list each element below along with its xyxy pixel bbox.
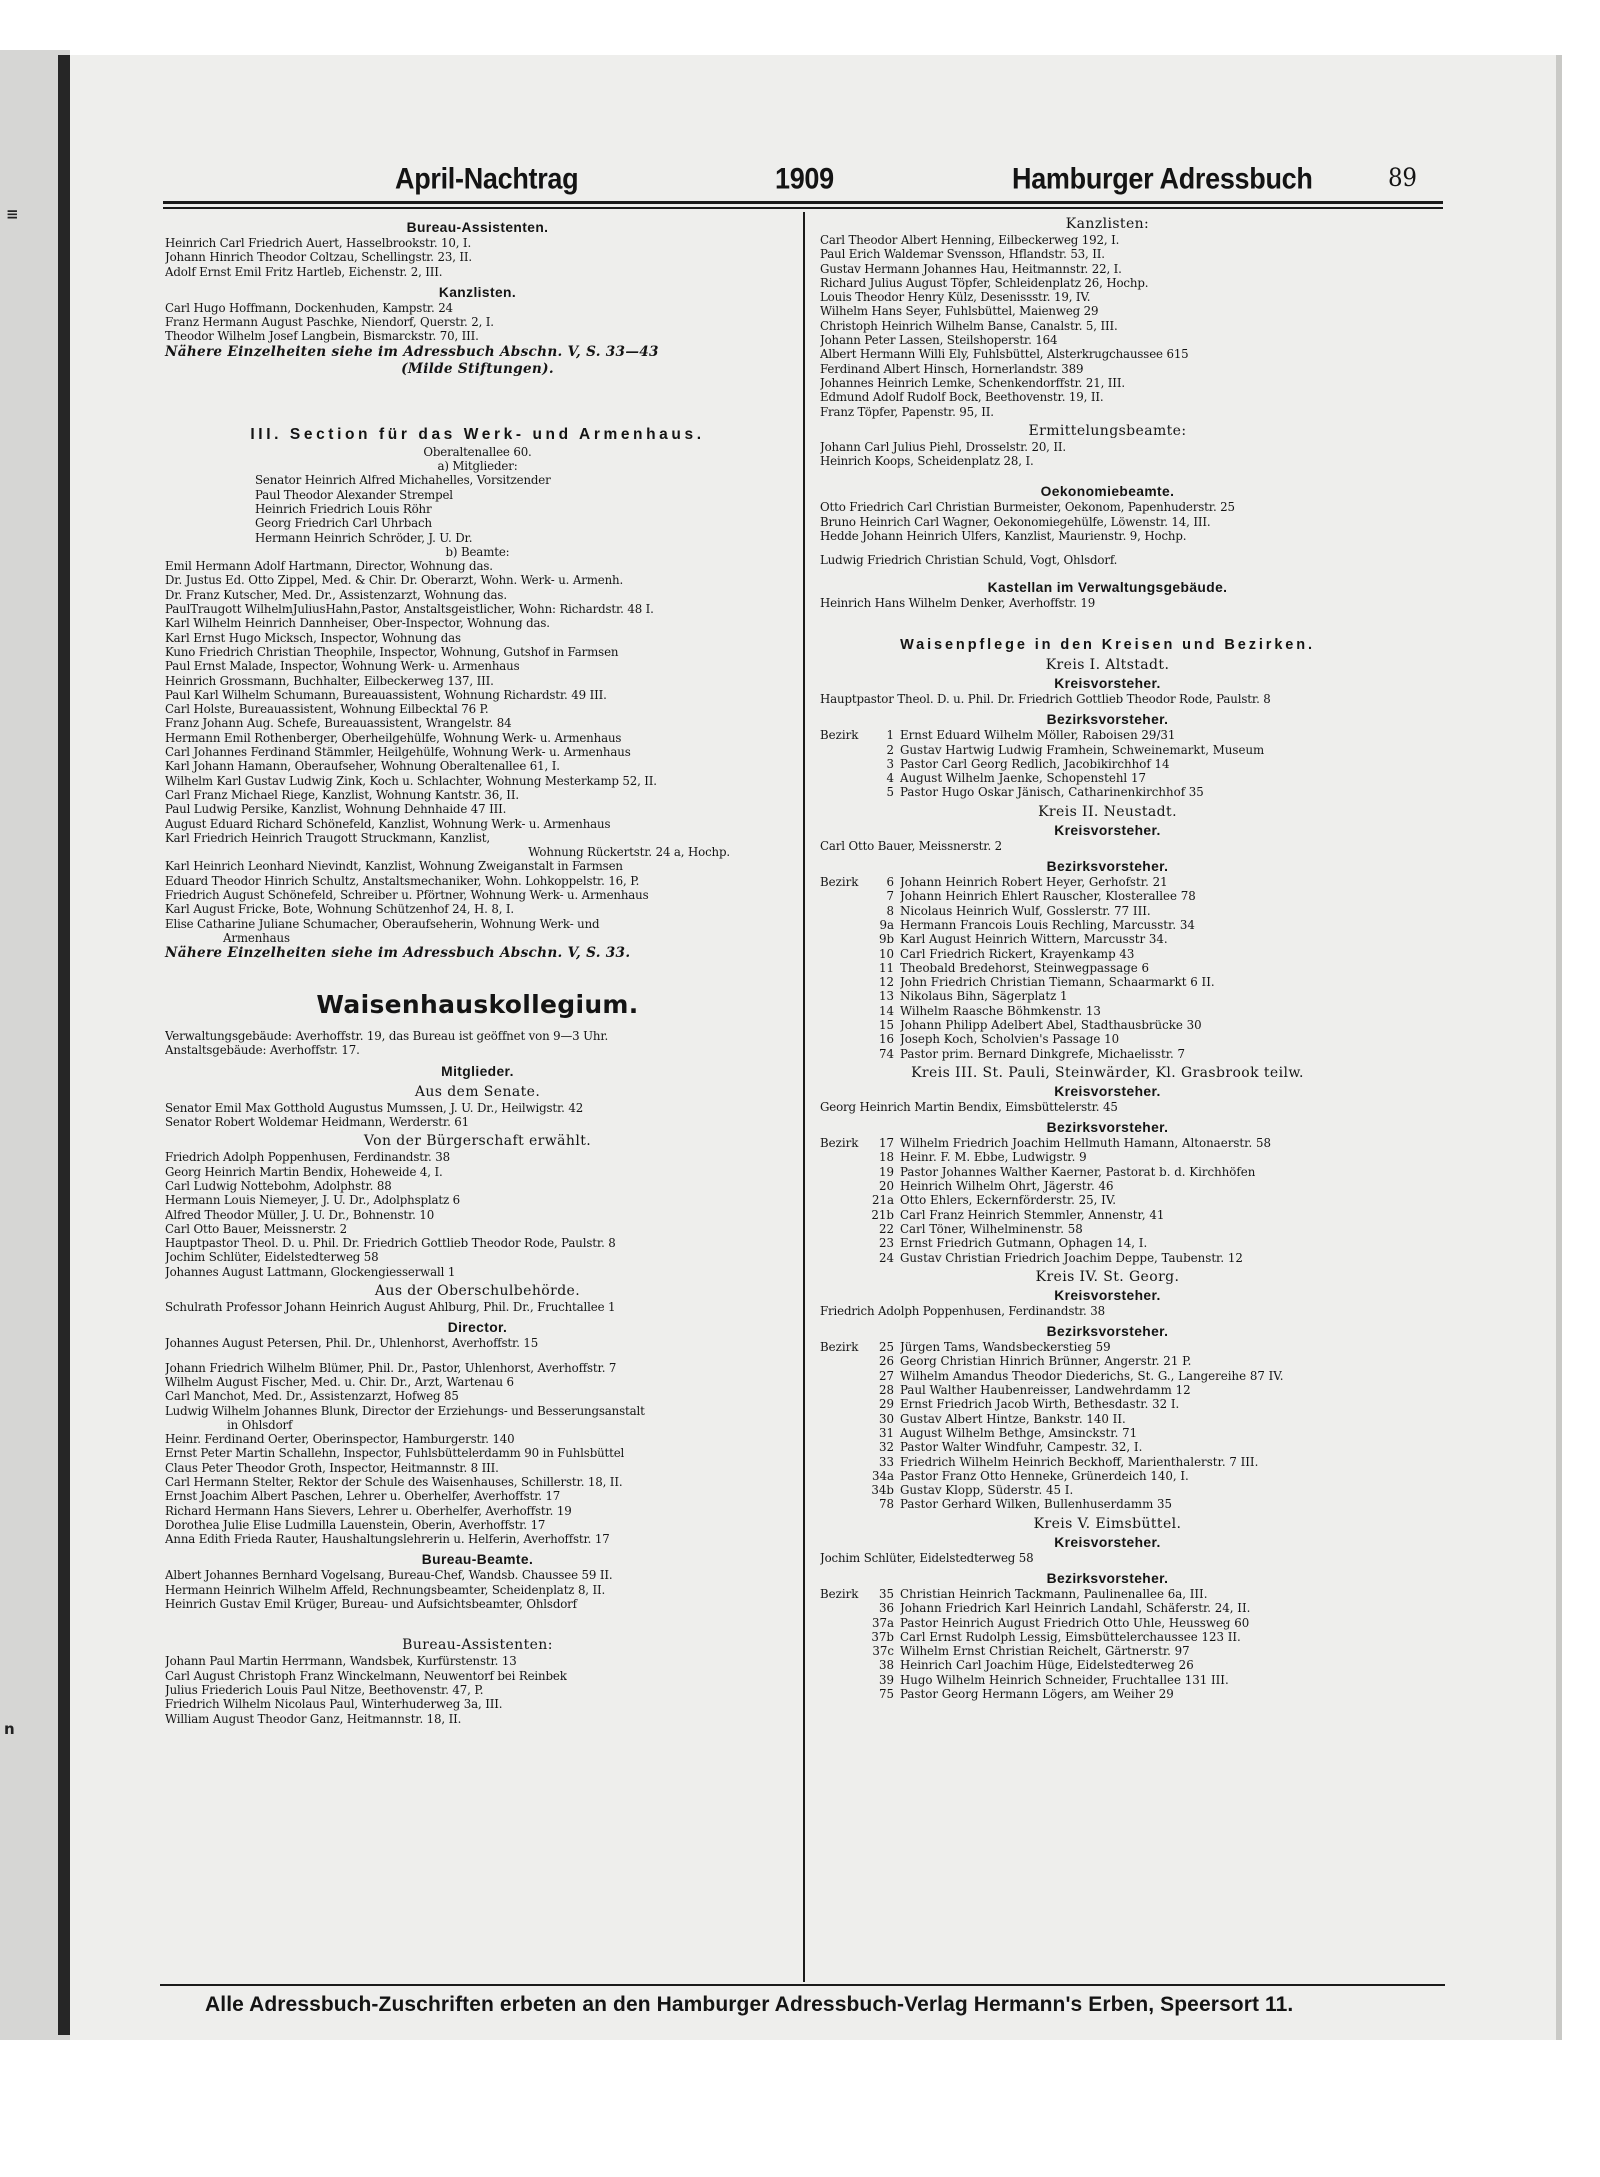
- bezirk-number: 13: [878, 989, 894, 1004]
- bezirk-name: Wilhelm Ernst Christian Reichelt, Gärtnerstr. 97: [900, 1644, 1190, 1659]
- list-item: Jochim Schlüter, Eidelstedterweg 58: [165, 1250, 379, 1265]
- bezirk-row: [820, 1208, 1395, 1222]
- list-item: Johann Paul Martin Herrmann, Wandsbek, Kurfürstenstr. 13: [165, 1654, 517, 1669]
- bezirk-number: 6: [886, 875, 894, 890]
- bezirk-number: 24: [878, 1250, 894, 1265]
- buergerschaft-heading: Von der Bürgerschaft erwählt.: [363, 1133, 592, 1150]
- kreisvorsteher-heading: Kreisvorsteher.: [1054, 822, 1161, 838]
- bezirk-row: [820, 757, 1395, 771]
- list-item: Carl Holste, Bureauassistent, Wohnung Eilbecktal 76 P.: [165, 702, 489, 717]
- bezirk-row: [820, 1440, 1395, 1454]
- bezirk-name: Ernst Friedrich Jacob Wirth, Bethesdastr. 32 I.: [900, 1397, 1180, 1412]
- list-item: Hermann Heinrich Wilhelm Affeld, Rechnungsbeamter, Scheidenplatz 8, II.: [165, 1582, 606, 1597]
- bezirk-row: [820, 1616, 1395, 1630]
- bezirk-name: Pastor Franz Otto Henneke, Grünerdeich 140, I.: [900, 1468, 1189, 1483]
- bezirk-number: 34a: [871, 1468, 894, 1483]
- bezirk-name: Carl Friedrich Rickert, Krayenkamp 43: [900, 946, 1135, 961]
- bezirk-row: [820, 1673, 1395, 1687]
- list-item: Carl Johannes Ferdinand Stämmler, Heilgehülfe, Wohnung Werk- u. Armenhaus: [165, 745, 631, 760]
- bezirk-row: [820, 1658, 1395, 1672]
- bezirk-name: Nicolaus Heinrich Wulf, Gosslerstr. 77 III.: [900, 903, 1151, 918]
- bezirk-number: 37b: [871, 1629, 894, 1644]
- bezirk-name: Heinr. F. M. Ebbe, Ludwigstr. 9: [900, 1150, 1087, 1165]
- bezirk-name: August Wilhelm Jaenke, Schopenstehl 17: [900, 771, 1146, 786]
- kreis-title: Kreis V. Eimsbüttel.: [1033, 1515, 1182, 1532]
- kreisvorsteher-heading: Kreisvorsteher.: [1054, 1083, 1161, 1099]
- list-item: Dr. Justus Ed. Otto Zippel, Med. & Chir. Dr. Oberarzt, Wohn. Werk- u. Armenh.: [165, 573, 624, 588]
- bezirk-row: [820, 1644, 1395, 1658]
- kanzlisten-heading: Kanzlisten:: [1065, 216, 1150, 232]
- bezirk-row: [820, 1251, 1395, 1265]
- bezirk-row: [820, 1412, 1395, 1426]
- list-item: Johannes Heinrich Lemke, Schenkendorffstr. 21, III.: [820, 375, 1125, 390]
- bezirksvorsteher-heading: Bezirksvorsteher.: [1046, 1324, 1169, 1340]
- mitglieder-heading: Mitglieder.: [441, 1063, 514, 1079]
- list-item: Edmund Adolf Rudolf Bock, Beethovenstr. 19, II.: [820, 390, 1104, 405]
- bezirk-number: 18: [878, 1150, 894, 1165]
- bezirk-number: 2: [886, 742, 894, 757]
- list-item: Gustav Hermann Johannes Hau, Heitmannstr. 22, I.: [820, 261, 1122, 276]
- list-item: Louis Theodor Henry Külz, Desenissstr. 19, IV.: [820, 290, 1091, 305]
- list-item: Senator Robert Woldemar Heidmann, Werderstr. 61: [165, 1115, 469, 1130]
- list-item: Carl Manchot, Med. Dr., Assistenzarzt, Hofweg 85: [165, 1389, 459, 1404]
- kreisvorsteher-heading: Kreisvorsteher.: [1054, 675, 1161, 691]
- bezirk-row: [820, 1004, 1395, 1018]
- bezirk-row: [820, 889, 1395, 903]
- waisenhaus-heading: Waisenhauskollegium.: [316, 990, 639, 1020]
- bezirk-number: 14: [878, 1003, 894, 1018]
- book-spine: [58, 55, 70, 2035]
- bezirk-row: [820, 1032, 1395, 1046]
- bezirk-row: [820, 1150, 1395, 1164]
- bezirk-row: [820, 1483, 1395, 1497]
- bezirk-name: Pastor Gerhard Wilken, Bullenhuserdamm 35: [900, 1497, 1173, 1512]
- list-item: Karl August Fricke, Bote, Wohnung Schützenhof 24, H. 8, I.: [165, 902, 515, 917]
- list-item: Ludwig Friedrich Christian Schuld, Vogt, Ohlsdorf.: [820, 553, 1118, 568]
- list-item: William August Theodor Ganz, Heitmannstr. 18, II.: [165, 1711, 462, 1726]
- list-item: Carl Otto Bauer, Meissnerstr. 2: [165, 1221, 348, 1236]
- list-item: Karl Heinrich Leonhard Nievindt, Kanzlist, Wohnung Zweiganstalt in Farmsen: [165, 859, 623, 874]
- list-item-cont: Armenhaus: [223, 930, 290, 945]
- list-item: Richard Hermann Hans Sievers, Lehrer u. Oberhelfer, Averhoffstr. 19: [165, 1503, 572, 1518]
- bezirk-name: Joseph Koch, Scholvien's Passage 10: [900, 1032, 1120, 1047]
- list-item: Franz Johann Aug. Schefe, Bureauassistent, Wrangelstr. 84: [165, 716, 512, 731]
- list-item: Paul Karl Wilhelm Schumann, Bureauassistent, Wohnung Richardstr. 49 III.: [165, 687, 607, 702]
- list-item: Senator Emil Max Gotthold Augustus Mumssen, J. U. Dr., Heilwigstr. 42: [165, 1100, 584, 1115]
- bezirk-name: Pastor Carl Georg Redlich, Jacobikirchhof 14: [900, 756, 1170, 771]
- list-item: Johann Peter Lassen, Steilshoperstr. 164: [820, 333, 1058, 348]
- list-item: Heinrich Friedrich Louis Röhr: [255, 501, 432, 516]
- bezirk-number: 32: [878, 1440, 894, 1455]
- bezirk-number: 39: [878, 1672, 894, 1687]
- list-item: Georg Friedrich Carl Uhrbach: [255, 516, 432, 531]
- bezirk-name: Paul Walther Haubenreisser, Landwehrdamm 12: [900, 1383, 1191, 1398]
- bezirk-row: [820, 1397, 1395, 1411]
- margin-mark-bottom: n: [4, 1720, 15, 1738]
- bezirk-number: 38: [878, 1658, 894, 1673]
- bezirk-name: John Friedrich Christian Tiemann, Schaarmarkt 6 II.: [900, 975, 1215, 990]
- bezirk-row: [820, 1354, 1395, 1368]
- kreisvorsteher-heading: Kreisvorsteher.: [1054, 1534, 1161, 1550]
- margin-mark-top: ≡: [6, 205, 19, 223]
- bezirk-name: Wilhelm Amandus Theodor Diederichs, St. G., Langereihe 87 IV.: [900, 1368, 1284, 1383]
- list-item: Carl Hugo Hoffmann, Dockenhuden, Kampstr. 24: [165, 300, 453, 315]
- bezirk-name: Wilhelm Friedrich Joachim Hellmuth Hamann, Altonaerstr. 58: [900, 1136, 1271, 1151]
- kreis-title: Kreis I. Altstadt.: [1045, 656, 1170, 673]
- bezirk-number: 78: [878, 1497, 894, 1512]
- list-item: Hermann Emil Rothenberger, Oberheilgehülfe, Wohnung Werk- u. Armenhaus: [165, 730, 622, 745]
- list-item: Franz Hermann August Paschke, Niendorf, Querstr. 2, I.: [165, 315, 494, 330]
- bezirk-name: Pastor Walter Windfuhr, Campestr. 32, I.: [900, 1440, 1143, 1455]
- bezirk-row: [820, 875, 1395, 889]
- bezirk-name: Heinrich Carl Joachim Hüge, Eidelstedterweg 26: [900, 1658, 1194, 1673]
- bezirk-row: [820, 1587, 1395, 1601]
- list-item: Adolf Ernst Emil Fritz Hartleb, Eichenstr. 2, III.: [165, 264, 443, 279]
- bezirk-row: [820, 1497, 1395, 1511]
- list-item: Friedrich August Schönefeld, Schreiber u. Pförtner, Wohnung Werk- u. Armenhaus: [165, 887, 649, 902]
- bezirk-number: 35: [878, 1587, 894, 1601]
- right-column: [820, 214, 1395, 1701]
- list-item: Wilhelm Karl Gustav Ludwig Zink, Koch u. Schlachter, Wohnung Mesterkamp 52, II.: [165, 773, 657, 788]
- list-item: Friedrich Adolph Poppenhusen, Ferdinandstr. 38: [165, 1150, 450, 1165]
- list-item: Ferdinand Albert Hinsch, Hornerlandstr. 389: [820, 361, 1084, 376]
- bezirk-name: Pastor Hugo Oskar Jänisch, Catharinenkirchhof 35: [900, 785, 1204, 800]
- director-heading: Director.: [447, 1320, 508, 1336]
- kreisvorsteher: Jochim Schlüter, Eidelstedterweg 58: [820, 1550, 1034, 1565]
- kreisvorsteher: Georg Heinrich Martin Bendix, Eimsbüttelerstr. 45: [820, 1099, 1118, 1114]
- list-item: Carl Theodor Albert Henning, Eilbeckerweg 192, I.: [820, 233, 1120, 247]
- bezirk-row: [820, 728, 1395, 742]
- beamte-subheading: b) Beamte:: [445, 544, 510, 559]
- list-item: Johann Carl Julius Piehl, Drosselstr. 20, II.: [820, 439, 1066, 454]
- kreisvorsteher: Friedrich Adolph Poppenhusen, Ferdinandstr. 38: [820, 1303, 1105, 1318]
- list-item: Heinr. Ferdinand Oerter, Oberinspector, Hamburgerstr. 140: [165, 1432, 515, 1447]
- list-item: Johann Friedrich Wilhelm Blümer, Phil. Dr., Pastor, Uhlenhorst, Averhoffstr. 7: [165, 1360, 617, 1375]
- page-number: 89: [1388, 164, 1417, 193]
- list-item: Hauptpastor Theol. D. u. Phil. Dr. Friedrich Gottlieb Theodor Rode, Paulstr. 8: [165, 1236, 616, 1251]
- bezirk-name: Hugo Wilhelm Heinrich Schneider, Fruchtallee 131 III.: [900, 1672, 1229, 1687]
- bezirk-number: 33: [878, 1454, 894, 1469]
- bezirk-row: [820, 989, 1395, 1003]
- bezirk-name: Gustav Hartwig Ludwig Framhein, Schweinemarkt, Museum: [900, 742, 1265, 757]
- waisenpflege-heading: Waisenpflege in den Kreisen und Bezirken.: [900, 636, 1315, 653]
- list-item: Heinrich Koops, Scheidenplatz 28, I.: [820, 454, 1034, 469]
- bezirk-row: [820, 785, 1395, 799]
- bezirk-name: Gustav Christian Friedrich Joachim Deppe, Taubenstr. 12: [900, 1250, 1243, 1265]
- list-item: Schulrath Professor Johann Heinrich August Ahlburg, Phil. Dr., Fruchtallee 1: [165, 1300, 616, 1315]
- bezirk-row: [820, 1179, 1395, 1193]
- kreis-title: Kreis III. St. Pauli, Steinwärder, Kl. Grasbrook teilw.: [911, 1064, 1304, 1081]
- header-year: 1909: [775, 162, 834, 195]
- header-rule-bottom: [163, 207, 1443, 209]
- note-reference-cont: (Milde Stiftungen).: [401, 360, 554, 377]
- list-item: Senator Heinrich Alfred Michahelles, Vorsitzender: [255, 473, 551, 488]
- senate-heading: Aus dem Senate.: [414, 1083, 541, 1100]
- bezirk-name: Christian Heinrich Tackmann, Paulinenallee 6a, III.: [900, 1587, 1208, 1601]
- list-item: Emil Hermann Adolf Hartmann, Director, Wohnung das.: [165, 559, 493, 574]
- bezirk-number: 16: [878, 1032, 894, 1047]
- list-item: Hedde Johann Heinrich Ulfers, Kanzlist, Maurienstr. 9, Hochp.: [820, 529, 1187, 544]
- bezirk-name: Wilhelm Raasche Böhmkenstr. 13: [900, 1003, 1101, 1018]
- bezirk-number: 8: [886, 903, 894, 918]
- bezirk-number: 12: [878, 975, 894, 990]
- bezirk-label: Bezirk: [820, 1136, 859, 1151]
- list-item: Claus Peter Theodor Groth, Inspector, Heitmannstr. 8 III.: [165, 1460, 499, 1475]
- bezirksvorsteher-heading: Bezirksvorsteher.: [1046, 1571, 1169, 1586]
- bezirk-number: 7: [886, 889, 894, 904]
- list-item: Hermann Louis Niemeyer, J. U. Dr., Adolphsplatz 6: [165, 1193, 461, 1208]
- header-rule-top: [163, 201, 1443, 204]
- bezirk-number: 19: [878, 1164, 894, 1179]
- bezirk-number: 17: [878, 1136, 894, 1151]
- bezirk-name: Karl August Heinrich Wittern, Marcusstr 34.: [900, 932, 1168, 947]
- section3-heading: III. Section für das Werk- und Armenhaus.: [250, 425, 705, 443]
- bezirk-number: 75: [878, 1687, 894, 1702]
- list-item: Hermann Heinrich Schröder, J. U. Dr.: [255, 530, 473, 545]
- bezirksvorsteher-heading: Bezirksvorsteher.: [1046, 712, 1169, 728]
- list-item-cont: in Ohlsdorf: [227, 1417, 293, 1432]
- mitglieder-subheading: a) Mitglieder:: [437, 459, 518, 474]
- list-item-cont: Wohnung Rückertstr. 24 a, Hochp.: [528, 845, 730, 860]
- bezirk-number: 37c: [872, 1644, 894, 1659]
- bezirk-name: Ernst Eduard Wilhelm Möller, Raboisen 29/31: [900, 728, 1176, 743]
- bezirk-name: Pastor Johannes Walther Kaerner, Pastorat b. d. Kirchhöfen: [900, 1164, 1256, 1179]
- list-item: Paul Ludwig Persike, Kanzlist, Wohnung Dehnhaide 47 III.: [165, 802, 507, 817]
- bezirk-row: [820, 771, 1395, 785]
- bezirk-number: 30: [878, 1411, 894, 1426]
- bezirk-name: Johann Philipp Adelbert Abel, Stadthausbrücke 30: [900, 1017, 1202, 1032]
- list-item: Albert Hermann Willi Ely, Fuhlsbüttel, Alsterkrugchaussee 615: [820, 347, 1189, 362]
- bezirk-label: Bezirk: [820, 1587, 859, 1601]
- note-reference: Nähere Einzelheiten siehe im Adressbuch Abschn. V, S. 33.: [165, 945, 631, 962]
- list-item: Karl Wilhelm Heinrich Dannheiser, Ober-Inspector, Wohnung das.: [165, 616, 550, 631]
- bezirk-name: Gustav Klopp, Süderstr. 45 I.: [900, 1483, 1074, 1498]
- kreis-title: Kreis II. Neustadt.: [1038, 803, 1177, 820]
- list-item: Dorothea Julie Elise Ludmilla Lauenstein, Oberin, Averhoffstr. 17: [165, 1517, 546, 1532]
- oekonomie-heading: Oekonomiebeamte.: [1040, 484, 1175, 500]
- list-item: Karl Ernst Hugo Micksch, Inspector, Wohnung das: [165, 630, 461, 645]
- bureau-assistenten-heading: Bureau-Assistenten.: [406, 220, 549, 235]
- bezirk-number: 28: [878, 1383, 894, 1398]
- bezirk-number: 22: [878, 1221, 894, 1236]
- bezirk-number: 9b: [878, 932, 894, 947]
- list-item: Richard Julius August Töpfer, Schleidenplatz 26, Hochp.: [820, 275, 1149, 290]
- bezirk-number: 21a: [871, 1193, 894, 1208]
- bezirk-name: Pastor Heinrich August Friedrich Otto Uhle, Heussweg 60: [900, 1615, 1250, 1630]
- bezirk-row: [820, 1047, 1395, 1061]
- list-item: August Eduard Richard Schönefeld, Kanzlist, Wohnung Werk- u. Armenhaus: [165, 816, 611, 831]
- bezirk-row: [820, 1455, 1395, 1469]
- list-item: Franz Töpfer, Papenstr. 95, II.: [820, 404, 994, 419]
- bezirk-row: [820, 1165, 1395, 1179]
- bezirk-name: Gustav Albert Hintze, Bankstr. 140 II.: [900, 1411, 1126, 1426]
- list-item: Otto Friedrich Carl Christian Burmeister, Oekonom, Papenhuderstr. 25: [820, 500, 1235, 515]
- list-item: Wilhelm Hans Seyer, Fuhlsbüttel, Maienweg 29: [820, 304, 1099, 319]
- list-item: Julius Friederich Louis Paul Nitze, Beethovenstr. 47, P.: [165, 1682, 484, 1697]
- kreisvorsteher: Hauptpastor Theol. D. u. Phil. Dr. Friedrich Gottlieb Theodor Rode, Paulstr. 8: [820, 691, 1271, 706]
- list-item: Heinrich Carl Friedrich Auert, Hasselbrookstr. 10, I.: [165, 236, 472, 250]
- list-item: Albert Johannes Bernhard Vogelsang, Bureau-Chef, Wandsb. Chaussee 59 II.: [165, 1568, 613, 1583]
- bezirk-row: [820, 932, 1395, 946]
- bezirk-number: 5: [886, 785, 894, 800]
- kreisvorsteher-heading: Kreisvorsteher.: [1054, 1287, 1161, 1303]
- list-item: Johann Hinrich Theodor Coltzau, Schellingstr. 23, II.: [165, 250, 473, 265]
- oberschul-heading: Aus der Oberschulbehörde.: [374, 1283, 581, 1300]
- list-item: Christoph Heinrich Wilhelm Banse, Canalstr. 5, III.: [820, 318, 1118, 333]
- bezirk-number: 29: [878, 1397, 894, 1412]
- bezirk-row: [820, 1426, 1395, 1440]
- bezirk-name: Johann Heinrich Ehlert Rauscher, Klosterallee 78: [900, 889, 1196, 904]
- bezirk-name: August Wilhelm Bethge, Amsinckstr. 71: [900, 1425, 1138, 1440]
- bezirk-name: Georg Christian Hinrich Brünner, Angerstr. 21 P.: [900, 1354, 1192, 1369]
- bezirk-number: 31: [878, 1425, 894, 1440]
- bureau-assistenten2-heading: Bureau-Assistenten:: [402, 1637, 553, 1654]
- list-item: Friedrich Wilhelm Nicolaus Paul, Winterhuderweg 3a, III.: [165, 1697, 503, 1712]
- bezirk-row: [820, 1469, 1395, 1483]
- bureau-beamte-heading: Bureau-Beamte.: [421, 1552, 534, 1568]
- bezirk-name: Friedrich Wilhelm Heinrich Beckhoff, Marienthalerstr. 7 III.: [900, 1454, 1259, 1469]
- bezirk-number: 25: [878, 1340, 894, 1355]
- list-item: Theodor Wilhelm Josef Langbein, Bismarckstr. 70, III.: [165, 329, 479, 344]
- left-column: [165, 214, 790, 1726]
- bezirk-row: [820, 947, 1395, 961]
- footer-rule: [160, 1984, 1445, 1986]
- list-item: Paul Erich Waldemar Svensson, Hflandstr. 53, II.: [820, 247, 1105, 262]
- bezirk-name: Pastor prim. Bernard Dinkgrefe, Michaelisstr. 7: [900, 1046, 1186, 1061]
- list-item: Karl Friedrich Heinrich Traugott Struckmann, Kanzlist,: [165, 830, 490, 845]
- info-line: Verwaltungsgebäude: Averhoffstr. 19, das Bureau ist geöffnet von 9—3 Uhr.: [165, 1029, 609, 1044]
- list-item: Paul Theodor Alexander Strempel: [255, 487, 453, 502]
- bezirk-row: [820, 1222, 1395, 1236]
- bezirk-number: 10: [878, 946, 894, 961]
- list-item: Alfred Theodor Müller, J. U. Dr., Bohnenstr. 10: [165, 1207, 435, 1222]
- bezirk-number: 36: [878, 1601, 894, 1616]
- info-line: Anstaltsgebäude: Averhoffstr. 17.: [165, 1043, 360, 1058]
- list-item: Georg Heinrich Martin Bendix, Hoheweide 4, I.: [165, 1164, 443, 1179]
- bezirk-name: Nikolaus Bihn, Sägerplatz 1: [900, 989, 1068, 1004]
- bezirk-name: Ernst Friedrich Gutmann, Ophagen 14, I.: [900, 1236, 1148, 1251]
- bezirk-number: 27: [878, 1368, 894, 1383]
- list-item: Johannes August Petersen, Phil. Dr., Uhlenhorst, Averhoffstr. 15: [165, 1336, 539, 1351]
- bezirk-row: [820, 1383, 1395, 1397]
- list-item: Heinrich Grossmann, Buchhalter, Eilbeckerweg 137, III.: [165, 673, 494, 688]
- list-item: Carl Franz Michael Riege, Kanzlist, Wohnung Kantstr. 36, II.: [165, 787, 519, 802]
- list-item: Eduard Theodor Hinrich Schultz, Anstaltsmechaniker, Wohn. Lohkoppelstr. 16, P.: [165, 873, 640, 888]
- bezirk-number: 37a: [871, 1615, 894, 1630]
- bezirk-name: Carl Ernst Rudolph Lessig, Eimsbüttelerchaussee 123 II.: [900, 1629, 1241, 1644]
- bezirk-number: 4: [886, 771, 894, 786]
- header-title: Hamburger Adressbuch: [1012, 162, 1313, 195]
- header-left: April-Nachtrag: [395, 162, 579, 195]
- kastellan-heading: Kastellan im Verwaltungsgebäude.: [987, 579, 1228, 595]
- bezirk-name: Johann Heinrich Robert Heyer, Gerhofstr. 21: [900, 875, 1168, 890]
- bezirk-name: Pastor Georg Hermann Lögers, am Weiher 29: [900, 1687, 1174, 1702]
- section3-address: Oberaltenallee 60.: [423, 444, 532, 459]
- column-divider: [803, 212, 805, 1982]
- bezirk-name: Johann Friedrich Karl Heinrich Landahl, Schäferstr. 24, II.: [900, 1601, 1251, 1616]
- list-item: Carl August Christoph Franz Winckelmann, Neuwentorf bei Reinbek: [165, 1668, 567, 1683]
- bezirk-name: Carl Franz Heinrich Stemmler, Annenstr, 41: [900, 1207, 1165, 1222]
- bezirk-row: [820, 1369, 1395, 1383]
- kanzlisten-heading: Kanzlisten.: [438, 284, 517, 300]
- note-reference: Nähere Einzelheiten siehe im Adressbuch Abschn. V, S. 33—43: [165, 343, 659, 360]
- list-item: Anna Edith Frieda Rauter, Haushaltungslehrerin u. Helferin, Averhoffstr. 17: [165, 1532, 610, 1547]
- bezirk-name: Carl Töner, Wilhelminenstr. 58: [900, 1221, 1083, 1236]
- list-item: Elise Catharine Juliane Schumacher, Oberaufseherin, Wohnung Werk- und: [165, 916, 600, 931]
- bezirk-row: [820, 904, 1395, 918]
- list-item: Dr. Franz Kutscher, Med. Dr., Assistenzarzt, Wohnung das.: [165, 587, 507, 602]
- bezirksvorsteher-heading: Bezirksvorsteher.: [1046, 859, 1169, 875]
- bezirk-number: 15: [878, 1017, 894, 1032]
- kreisvorsteher: Carl Otto Bauer, Meissnerstr. 2: [820, 838, 1003, 853]
- bezirk-label: Bezirk: [820, 1340, 859, 1355]
- list-item: Paul Ernst Malade, Inspector, Wohnung Werk- u. Armenhaus: [165, 659, 520, 674]
- list-item: Ernst Joachim Albert Paschen, Lehrer u. Oberhelfer, Averhoffstr. 17: [165, 1489, 561, 1504]
- bezirk-row: [820, 1136, 1395, 1150]
- bezirk-number: 3: [886, 756, 894, 771]
- bezirk-number: 11: [878, 960, 894, 975]
- bezirk-number: 1: [886, 728, 894, 743]
- list-item: Bruno Heinrich Carl Wagner, Oekonomiegehülfe, Löwenstr. 14, III.: [820, 514, 1211, 529]
- bezirk-number: 34b: [871, 1483, 894, 1498]
- bezirk-name: Theobald Bredehorst, Steinwegpassage 6: [900, 960, 1149, 975]
- bezirk-row: [820, 1236, 1395, 1250]
- footer-notice: Alle Adressbuch-Zuschriften erbeten an den Hamburger Adressbuch-Verlag Hermann's Erben, Speersort 11.: [205, 1993, 1294, 2016]
- bezirk-name: Heinrich Wilhelm Ohrt, Jägerstr. 46: [900, 1179, 1114, 1194]
- bezirk-label: Bezirk: [820, 728, 859, 743]
- bezirk-number: 26: [878, 1354, 894, 1369]
- bezirk-row: [820, 918, 1395, 932]
- bezirk-row: [820, 1601, 1395, 1615]
- bezirk-number: 20: [878, 1179, 894, 1194]
- list-item: PaulTraugott WilhelmJuliusHahn,Pastor, Anstaltsgeistlicher, Wohn: Richardstr. 48 I.: [165, 602, 654, 617]
- bezirk-row: [820, 1193, 1395, 1207]
- bezirk-row: [820, 961, 1395, 975]
- bezirk-row: [820, 975, 1395, 989]
- bezirk-name: Hermann Francois Louis Rechling, Marcusstr. 34: [900, 917, 1195, 932]
- list-item: Wilhelm August Fischer, Med. u. Chir. Dr., Arzt, Wartenau 6: [165, 1374, 514, 1389]
- list-item: Ernst Peter Martin Schallehn, Inspector, Fuhlsbüttelerdamm 90 in Fuhlsbüttel: [165, 1446, 625, 1461]
- list-item: Heinrich Hans Wilhelm Denker, Averhoffstr. 19: [820, 595, 1096, 610]
- list-item: Ludwig Wilhelm Johannes Blunk, Director der Erziehungs- und Besserungsanstalt: [165, 1403, 645, 1418]
- bezirk-name: Jürgen Tams, Wandsbeckerstieg 59: [900, 1340, 1111, 1355]
- bezirk-number: 21b: [871, 1207, 894, 1222]
- bezirk-number: 74: [878, 1046, 894, 1061]
- list-item: Carl Ludwig Nottebohm, Adolphstr. 88: [165, 1178, 392, 1193]
- bezirk-name: Otto Ehlers, Eckernförderstr. 25, IV.: [900, 1193, 1117, 1208]
- bezirk-row: [820, 1630, 1395, 1644]
- list-item: Carl Hermann Stelter, Rektor der Schule des Waisenhauses, Schillerstr. 18, II.: [165, 1475, 623, 1489]
- bezirk-row: [820, 1687, 1395, 1701]
- ermittelung-heading: Ermittelungsbeamte:: [1028, 422, 1187, 439]
- bezirk-row: [820, 1018, 1395, 1032]
- list-item: Kuno Friedrich Christian Theophile, Inspector, Wohnung, Gutshof in Farmsen: [165, 644, 619, 659]
- list-item: Johannes August Lattmann, Glockengiesserwall 1: [165, 1264, 456, 1279]
- bezirk-row: [820, 743, 1395, 757]
- bezirk-number: 23: [878, 1236, 894, 1251]
- bezirk-row: [820, 1340, 1395, 1354]
- bezirk-label: Bezirk: [820, 875, 859, 890]
- kreis-title: Kreis IV. St. Georg.: [1035, 1268, 1180, 1285]
- bezirk-number: 9a: [879, 917, 894, 932]
- list-item: Karl Johann Hamann, Oberaufseher, Wohnung Oberaltenallee 61, I.: [165, 759, 560, 774]
- bezirksvorsteher-heading: Bezirksvorsteher.: [1046, 1120, 1169, 1136]
- list-item: Heinrich Gustav Emil Krüger, Bureau- und Aufsichtsbeamter, Ohlsdorf: [165, 1597, 577, 1612]
